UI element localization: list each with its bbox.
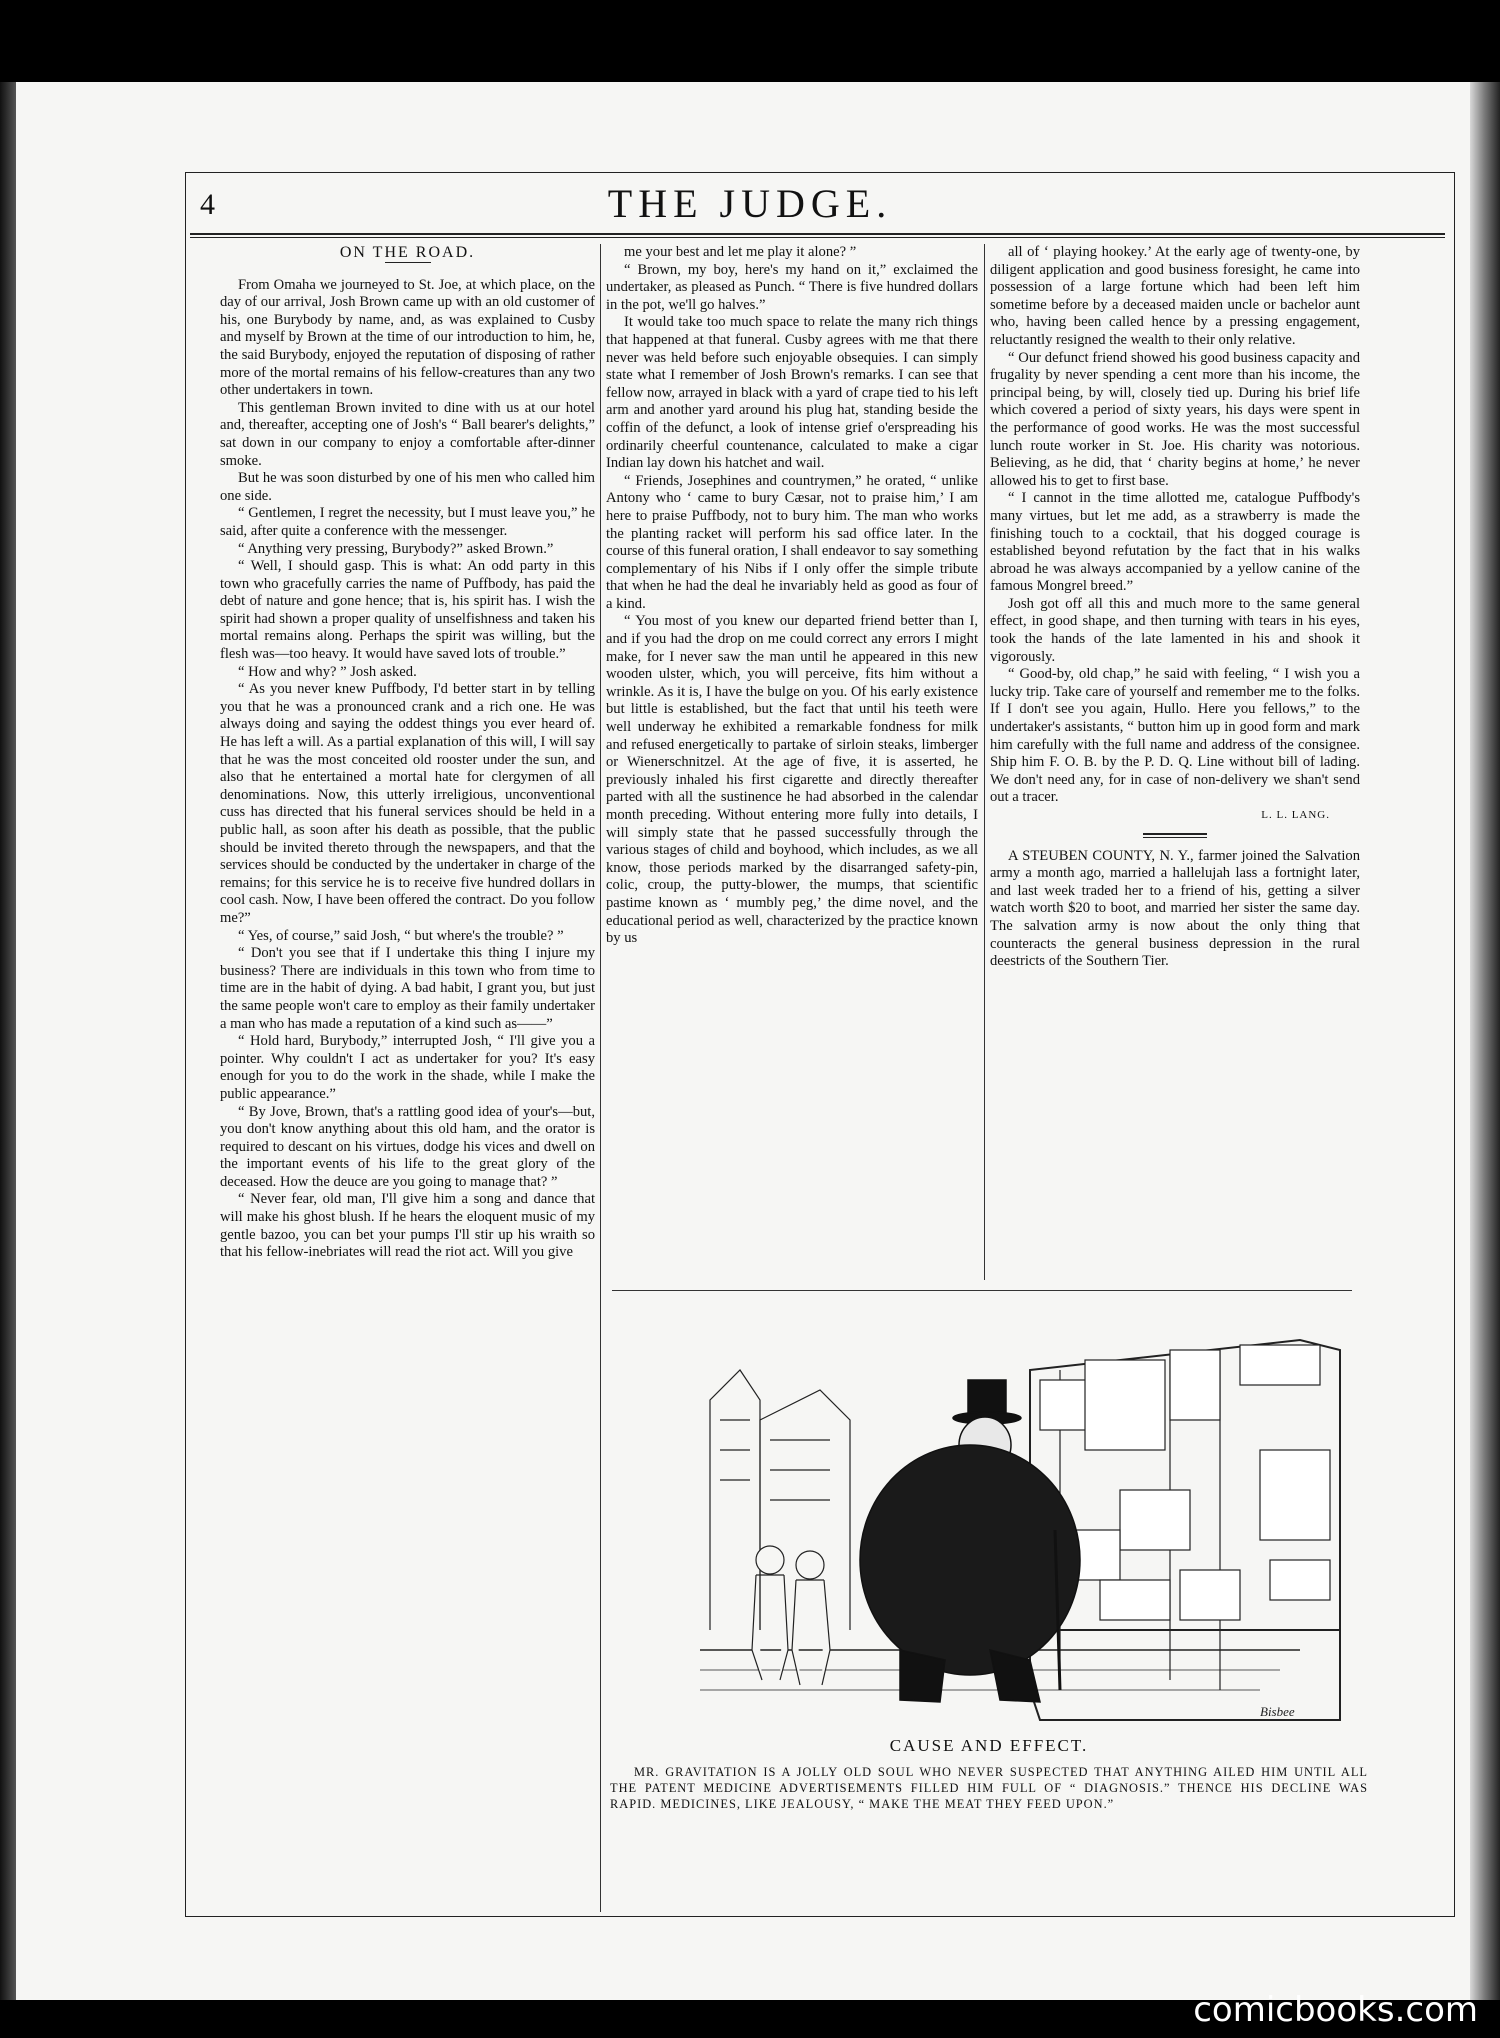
paragraph: “ By Jove, Brown, that's a rattling good idea of your's—but, you don't know anything about this old ham, and the orator is required to descant on his virtues, dodge his vices and dwell on the important events of his life to the great glory of the deceased. How the deuce are you going to manage that? ”: [220, 1103, 595, 1190]
sign-bowens: [1260, 1450, 1330, 1540]
masthead: THE JUDGE.: [607, 181, 893, 226]
paragraph: “ Good-by, old chap,” he said with feeling, “ I wish you a lucky trip. Take care of yourself and remember me to the folks. If I don't see you again, Hullo. Here you fellows,” to the undertaker's assistants, “ button him up in good form and mark him carefully with the full name and address of the consignee. Ship him F. O. B. by the P. D. Q. Line without bill of lading. We don't need any, for in case of non-delivery we shan't send out a tracer.: [990, 666, 1360, 806]
paragraph: “ Yes, of course,” said Josh, “ but where's the trouble? ”: [238, 927, 564, 944]
cartoon-illustration: [700, 1330, 1346, 1730]
header-rule: [190, 233, 1445, 235]
two-boys: [752, 1546, 830, 1685]
sign-mexican: [1270, 1560, 1330, 1600]
paragraph: “ Hold hard, Burybody,” interrupted Josh, “ I'll give you a pointer. Why couldn't I act as undertaker for you? It's easy enough for you to do the work in the shade, while I make the public appearance.”: [220, 1033, 595, 1102]
paragraph: all of ‘ playing hookey.’ At the early age of twenty-one, by diligent application and good business foresight, he came into possession of a large fortune which had been left him sometime before by a deceased maiden uncle or bachelor aunt who, having been called hence by a pressing engagement, reluctantly resigned the wealth to their only relative.: [990, 244, 1360, 348]
sign-quinine: [1100, 1580, 1170, 1620]
paragraph: “ I cannot in the time allotted me, catalogue Puffbody's many virtues, but let me add, as a strawberry is made the finishing touch to a cocktail, that his dogged courage is established beyond refutation by the fact that in his walks abroad he was always accompanied by a yellow canine of the famous Mongrel breed.”: [990, 490, 1360, 595]
paragraph: But he was soon disturbed by one of his men who called him one side.: [220, 470, 595, 504]
separator-rule: [1143, 833, 1207, 838]
sign-castor-oil: [1085, 1360, 1165, 1450]
column-divider-1: [600, 244, 601, 1912]
artist-signature: Bisbee: [1260, 1704, 1295, 1719]
paragraph: “ Our defunct friend showed his good business capacity and frugality by never spending a cent more than his income, the principal being, by will, closely tied up. During his brief life which covered a period of sixty years, his days were spent in the performance of good works. He was the most successful lunch route worker in St. Joe. His charity was notorious. Believing, as he did, that ‘ charity begins at home,’ he never allowed his to get to first base.: [990, 349, 1360, 489]
title-rule: [385, 262, 431, 263]
paragraph: “ Well, I should gasp. This is what: An odd party in this town who gracefully carries the name of Puffbody, has paid the debt of nature and gone hence; that is, his spirit has. I wish the spirit had shown a proper quality of unselfishness and taken his mortal remains along. Perhaps the spirit was willing, but the flesh was—too heavy. It would have saved lots of trouble.”: [220, 558, 595, 663]
article-signature: L. L. LANG.: [1261, 809, 1330, 821]
article-column-3: [990, 244, 1360, 1280]
sign-rum: [1120, 1490, 1190, 1550]
paragraph: “ Never fear, old man, I'll give him a song and dance that will make his ghost blush. If he hears the eloquent music of my gentle bazoo, you can bet your pumps I'll stir up his wraith so that his fellow-inebriates will read the riot act. Will you give: [220, 1191, 595, 1261]
sign-alcohol: [1180, 1570, 1240, 1620]
article-column-1: [220, 244, 595, 1909]
paragraph: Josh got off all this and much more to the same general effect, in good shape, and then turning with tears in his eyes, took the hands of the late lamented in his and shook it vigorously.: [990, 595, 1360, 665]
header-rule-thin: [190, 237, 1445, 238]
caption-title: CAUSE AND EFFECT.: [889, 1736, 1089, 1755]
paragraph: “ Friends, Josephines and countrymen,” he orated, “ unlike Antony who ‘ came to bury Cæsar, not to praise him,’ I am here to praise Puffbody, not to bury him. The man who works the planting racket will perform his sad office later. In the course of this funeral oration, I shall endeavor to say something complementary of his Nibs if I only offer the simple tribute that when he had the deal he invariably held as good as four of a kind.: [606, 472, 978, 612]
sign-drug: [1240, 1345, 1320, 1385]
column-1-text: [220, 277, 595, 1262]
page-edge: [1470, 82, 1500, 2000]
sign-irish-whiskey: [1170, 1350, 1220, 1420]
paragraph: “ You most of you knew our departed friend better than I, and if you had the drop on me could correct any errors I might make, for I never saw the man until he appeared in this new wooden ulster, which, you will perceive, fits him without a wrinkle. As it is, I have the bulge on you. Of his early existence but little is established, but the fact that until his teeth were well underway he exhibited a remarkable fondness for milk and refused energetically to partake of sirloin steaks, limberger or Wienerschnitzel. At the age of five, it is asserted, he previously inhaled his first cigarette and directly thereafter parted with all the sustinence he had absorbed in the calendar month preceding. Without entering more fully into details, I will simply state that he passed successfully through the various stages of child and boyhood, which includes, as we all know, those periods marked by the disarranged safety-pin, colic, croup, the putty-blower, the mumps, that scientific pastime known as ‘ mumbly peg,’ the dime novel, and the educational period as well, characterized by the practice known by us: [606, 613, 978, 947]
paragraph: “ Gentlemen, I regret the necessity, but I must leave you,” he said, after quite a conference with the messenger.: [220, 505, 595, 539]
paragraph: “ Anything very pressing, Burybody?” asked Brown.”: [238, 540, 554, 557]
paragraph: From Omaha we journeyed to St. Joe, at which place, on the day of our arrival, Josh Brown came up with an old customer of his, one Burybody by name, and, as was explained to Cusby and myself by Brown at the time of our introduction to him, he, the said Burybody, enjoyed the reputation of disposing of rather more of the mortal remains of his fellow-creatures than any two other undertakers in town.: [220, 276, 595, 399]
paragraph: It would take too much space to relate the many rich things that happened at that funeral. Cusby agrees with me that there never was held before such enjoyable obsequies. I can simply state what I remember of Josh Brown's remarks. I can see that fellow now, arrayed in black with a yard of crape tied to his left arm and another yard around his plug hat, standing beside the coffin of the defunct, a look of intense grief o'erspreading his ordinarily cheerful countenance, calculated to make a cigar Indian lay down his hatchet and wail.: [606, 314, 978, 472]
caption-body: MR. GRAVITATION IS A JOLLY OLD SOUL WHO NEVER SUSPECTED THAT ANYTHING AILED HIM UNTIL ALL THE PATENT MEDICINE ADVERTISEMENTS FILLED HIM FULL OF “ DIAGNOSIS.” THENCE HIS DECLINE WAS RAPID. MEDICINES, LIKE JEALOUSY, “ MAKE THE MEAT THEY FEED UPON.”: [610, 1765, 1368, 1811]
paragraph: “ How and why? ” Josh asked.: [238, 663, 417, 680]
paragraph: me your best and let me play it alone? ”: [624, 244, 857, 260]
short-item: A STEUBEN COUNTY, N. Y., farmer joined the Salvation army a month ago, married a hallelujah lass a fortnight later, and last week traded her to a friend of his, getting a silver watch worth $20 to boot, and married her sister the same day. The salvation army is now about the only thing that counteracts the general business depression in the rural deestricts of the Southern Tier.: [990, 847, 1360, 970]
paragraph: “ As you never knew Puffbody, I'd better start in by telling you that he was a pronounced crank and a rich one. He was always doing and saying the oddest things you ever heard of. He has left a will. As a partial explanation of this will, I will say that he was the most conceited old rooster under the sun, and also that he entertained a mortal hate for clergymen of all denominations. Now, this utterly irreligious, unconventional cuss has directed that his funeral services should be held in a public hall, as soon after his death as possible, that the public should be invited thereto through the newspapers, and that the services should be conducted by the undertaker in charge of the remains; for this service he is to receive five hundred dollars in cool cash. Now, I have been offered the contract. Do you follow me?”: [220, 681, 595, 926]
page-number: 4: [200, 188, 215, 221]
article-title: ON THE ROAD.: [339, 244, 476, 261]
paragraph: This gentleman Brown invited to dine with us at our hotel and, thereafter, accepting one of Josh's “ Ball bearer's delights,” sat down in our company to enjoy a comfortable after-dinner smoke.: [220, 399, 595, 469]
paragraph: “ Brown, my boy, here's my hand on it,” exclaimed the undertaker, as pleased as Punch. “ There is five hundred dollars in the pot, we'll go halves.”: [606, 261, 978, 313]
column-divider-2: [984, 244, 985, 1280]
article-column-2: [606, 244, 978, 1280]
column-3-text: [990, 244, 1360, 807]
illustration-top-rule: [612, 1290, 1352, 1291]
paragraph: “ Don't you see that if I undertake this thing I injure my business? There are individuals in this town who from time to time are in the habit of dying. A bad habit, I grant you, but just the same people won't care to employ as their family undertaker a man who has made a reputation of a kind such as——”: [220, 945, 595, 1032]
column-2-text: [606, 244, 978, 948]
watermark: comicbooks.com: [1193, 1990, 1478, 2030]
